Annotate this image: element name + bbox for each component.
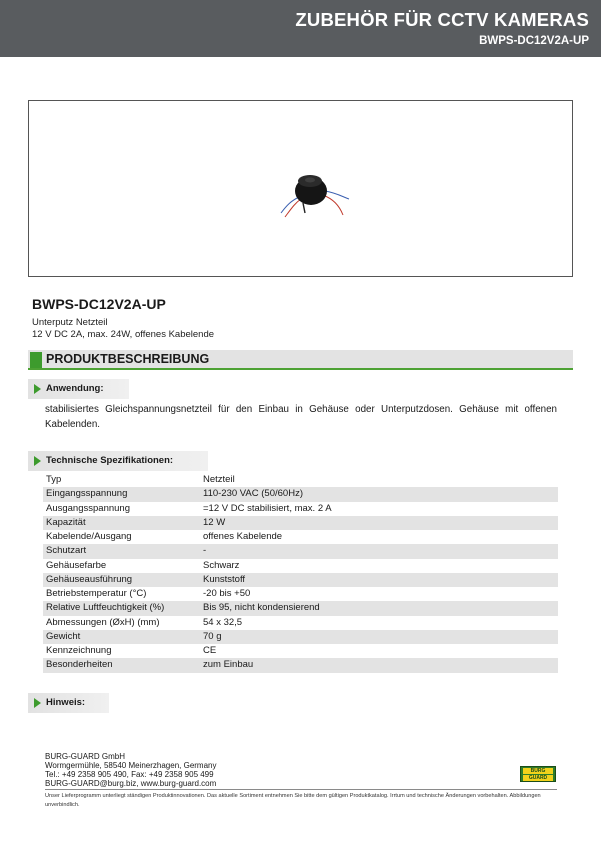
product-description-line-2: 12 V DC 2A, max. 24W, offenes Kabelende: [32, 329, 215, 340]
spec-key: Kabelende/Ausgang: [46, 531, 132, 542]
section-header-produktbeschreibung: [28, 350, 573, 370]
spec-value: Netzteil: [203, 474, 235, 485]
company-name: BURG-GUARD GmbH: [45, 752, 126, 761]
spec-key: Kennzeichnung: [46, 645, 112, 656]
company-web: BURG-GUARD@burg.biz, www.burg-guard.com: [45, 779, 217, 788]
subsection-label: Hinweis:: [46, 697, 86, 708]
triangle-bullet-icon: [34, 698, 41, 708]
spec-row: [43, 544, 558, 558]
spec-value: -: [203, 545, 207, 557]
spec-key: Kapazität: [46, 516, 86, 528]
spec-value: =12 V DC stabilisiert, max. 2 A: [203, 502, 332, 514]
subsection-anwendung: [28, 379, 129, 399]
spec-key: Schutzart: [46, 545, 87, 557]
spec-value: 110-230 VAC (50/60Hz): [203, 488, 303, 500]
spec-key: Betriebstemperatur (°C): [46, 588, 147, 599]
logo-text-guard: GUARD: [523, 775, 553, 781]
spec-key: Relative Luftfeuchtigkeit (%): [46, 602, 165, 614]
spec-value: Schwarz: [203, 559, 240, 571]
spec-value: Bis 95, nicht kondensierend: [203, 602, 320, 614]
spec-key: Gehäusefarbe: [46, 559, 107, 571]
section-marker: [30, 352, 42, 368]
spec-key: Eingangsspannung: [46, 488, 128, 500]
spec-value: offenes Kabelende: [203, 531, 283, 542]
spec-value: 54 x 32,5: [203, 616, 243, 628]
spec-value: 70 g: [203, 630, 222, 642]
spec-row: [43, 473, 558, 487]
triangle-bullet-icon: [34, 456, 41, 466]
anwendung-text: stabilisiertes Gleichspannungsnetzteil für den Einbau in Gehäuse oder Unterputzdosen. Gehäuse mit offenen Kabelenden.: [45, 404, 557, 430]
spec-row: [43, 516, 558, 530]
spec-value: CE: [203, 645, 217, 656]
subsection-hinweis: [28, 693, 109, 713]
spec-row: [43, 658, 558, 672]
triangle-bullet-icon: [34, 384, 41, 394]
subsection-label: Anwendung:: [46, 383, 104, 394]
spec-row: [43, 502, 558, 516]
spec-value: Kunststoff: [203, 573, 246, 585]
product-description-line-1: Unterputz Netzteil: [32, 317, 108, 328]
spec-row: [43, 573, 558, 587]
spec-value: zum Einbau: [203, 659, 254, 671]
header-title: ZUBEHÖR FÜR CCTV KAMERAS: [295, 9, 589, 30]
spec-row: [43, 601, 558, 615]
footer-divider: [45, 789, 557, 790]
subsection-technische-spezifikationen: [28, 451, 208, 471]
disclaimer-text: Unser Lieferprogramm unterliegt ständigen Produktinnovationen. Das aktuelle Sortiment entnehmen Sie bitte dem gültigen Produktkatalog. Irrtum und technische Änderungen vorbehalten. Abbildungen unverbindlich.: [45, 793, 541, 808]
section-title: PRODUKTBESCHREIBUNG: [46, 352, 210, 366]
spec-key: Besonderheiten: [46, 659, 113, 671]
subsection-label: Technische Spezifikationen:: [46, 455, 174, 466]
spec-row: [43, 630, 558, 644]
spec-key: Gehäuseausführung: [46, 573, 133, 585]
spec-key: Ausgangsspannung: [46, 502, 130, 514]
spec-row: [43, 616, 558, 630]
spec-row: [43, 644, 558, 658]
company-phone: Tel.: +49 2358 905 490, Fax: +49 2358 905 499: [45, 770, 214, 779]
company-address: Wormgermühle, 58540 Meinerzhagen, Germany: [45, 761, 217, 770]
spec-key: Gewicht: [46, 630, 81, 642]
spec-value: 12 W: [203, 516, 226, 528]
spec-row: [43, 487, 558, 501]
spec-key: Abmessungen (ØxH) (mm): [46, 616, 160, 628]
spec-value: -20 bis +50: [203, 588, 251, 599]
product-name: BWPS-DC12V2A-UP: [32, 296, 166, 312]
header-model: BWPS-DC12V2A-UP: [479, 35, 589, 47]
spec-row: [43, 587, 558, 601]
spec-row: [43, 559, 558, 573]
logo-text-burg: BURG: [523, 768, 553, 774]
product-image-frame: [28, 100, 573, 277]
spec-table: [43, 473, 558, 673]
burg-guard-logo: [520, 766, 556, 782]
spec-row: [43, 530, 558, 544]
power-supply-image: [277, 165, 353, 221]
spec-key: Typ: [46, 474, 62, 485]
page-header: [0, 0, 601, 57]
